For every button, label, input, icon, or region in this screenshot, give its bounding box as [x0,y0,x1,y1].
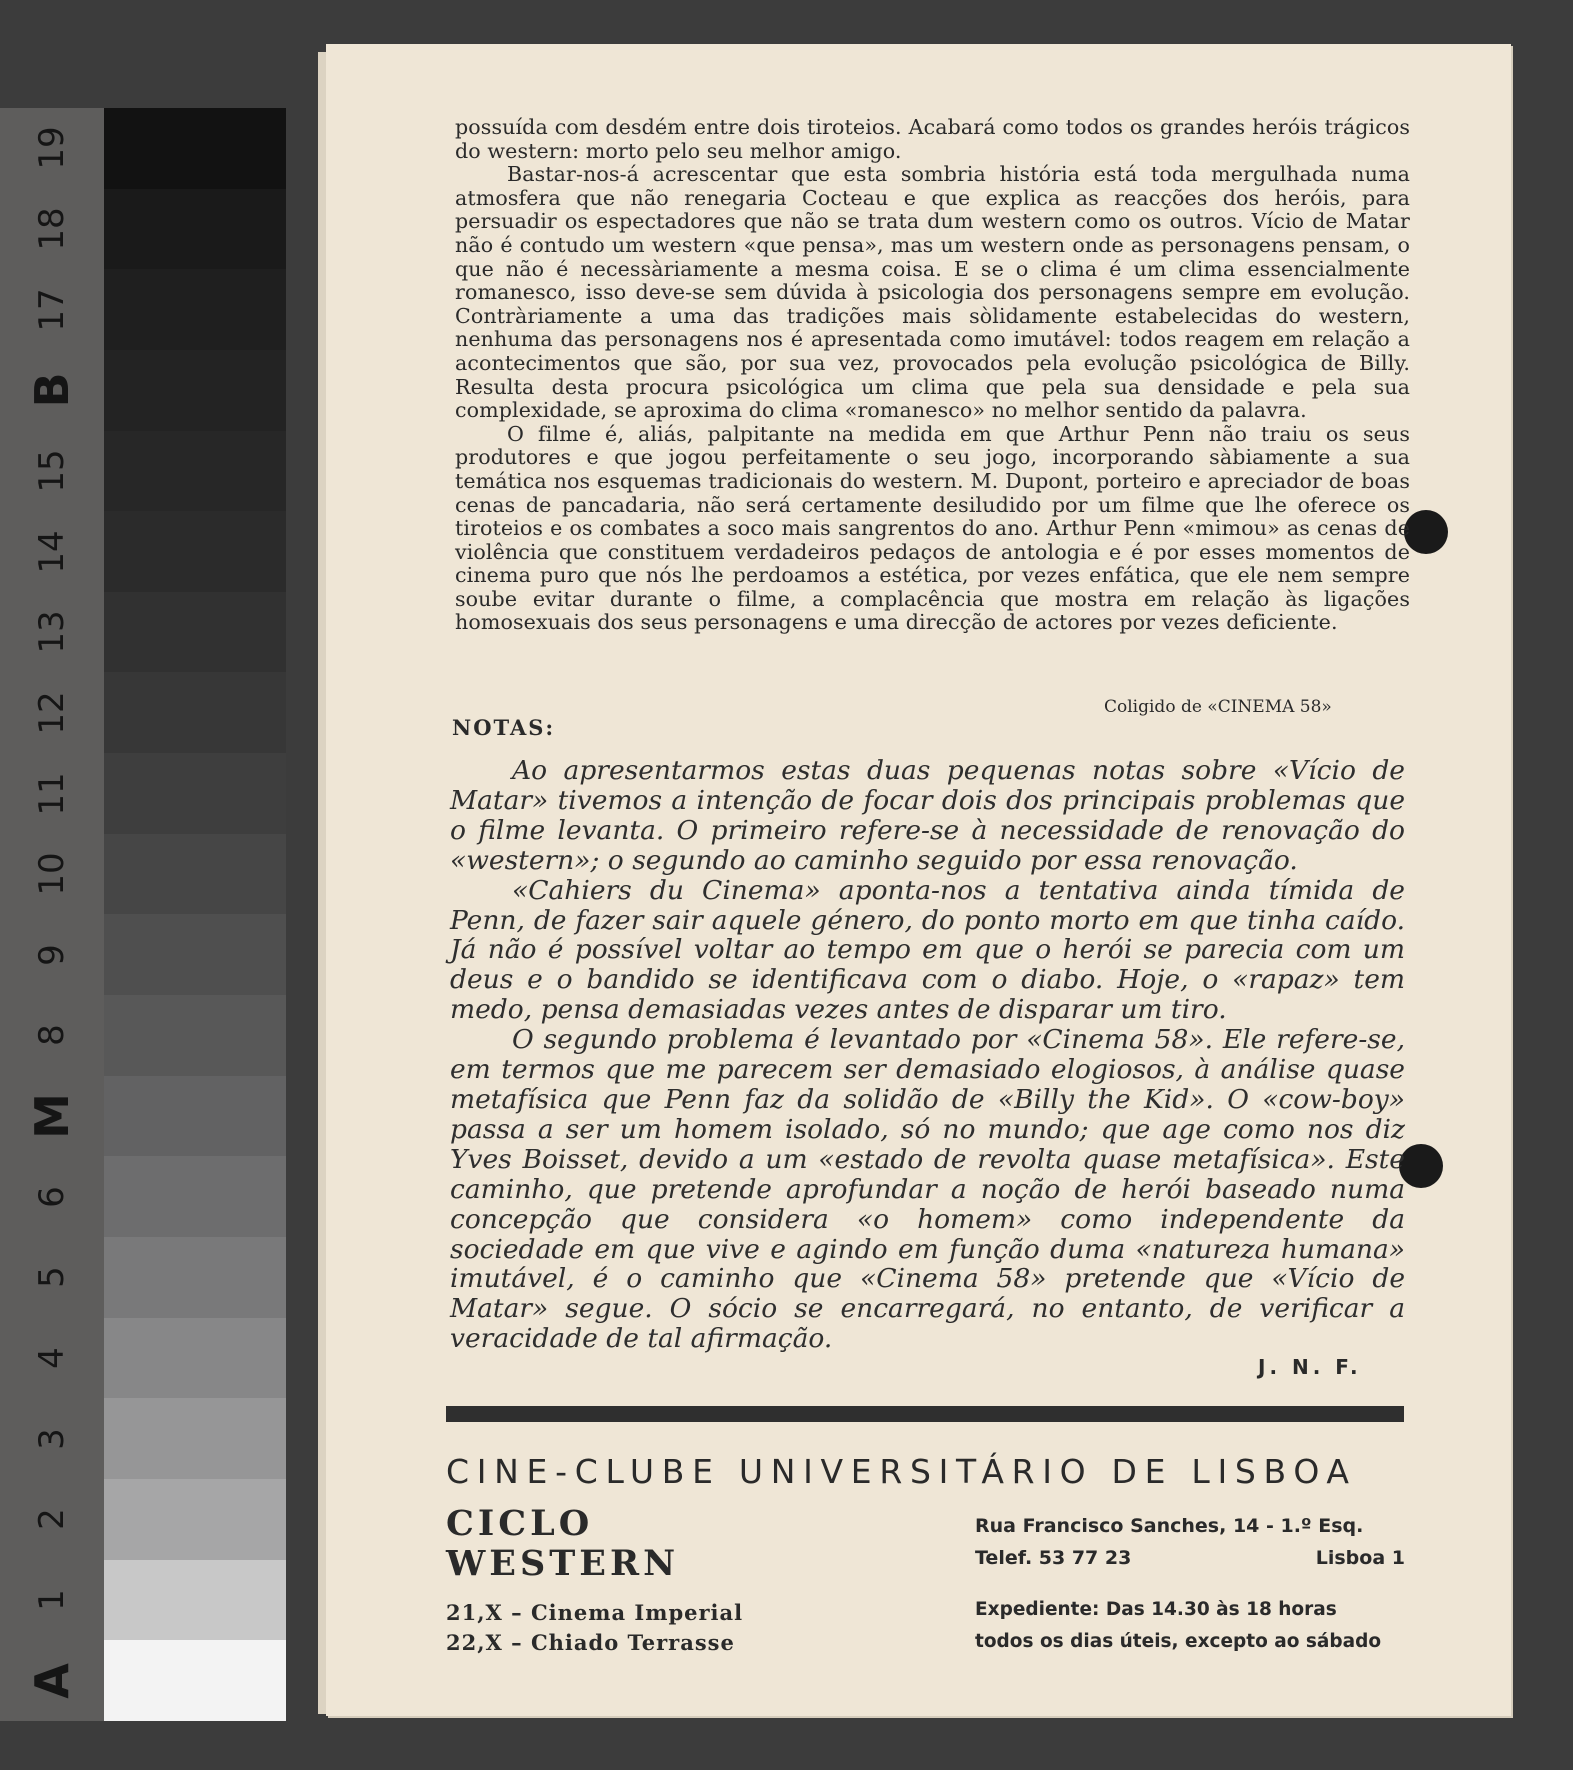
notes-heading: NOTAS: [452,715,556,740]
punch-hole [1399,1144,1443,1188]
office-hours-line: Expediente: Das 14.30 às 18 horas [975,1599,1337,1620]
scale-label: 19 [32,126,72,170]
gray-patch [104,108,286,189]
gray-patch [104,1640,286,1721]
session-item: 21,X – Cinema Imperial [446,1600,744,1625]
gray-patch [104,672,286,753]
gray-patch [104,753,286,834]
notes-paragraph: «Cahiers du Cinema» aponta-nos a tentativa ainda tímida de Penn, de fazer sair aquele género, do ponto morto em que tinha caído. Já não é possível voltar ao tempo em que o herói se parecia com um deus e o bandido se identificava com o diabo. Hoje, o «rapaz» tem medo, pensa demasiadas vezes antes de disparar um tiro. [450,874,1405,1026]
scale-label: 13 [32,610,72,654]
punch-hole [1404,510,1448,554]
gray-patch [104,1318,286,1399]
gray-patch [104,1479,286,1560]
notes-body [450,756,1405,1354]
scale-label: 15 [32,449,72,493]
gray-patch [104,1398,286,1479]
article-body [455,116,1410,635]
author-signature: J. N. F. [1258,1355,1362,1379]
gray-patch [104,914,286,995]
scale-label: 10 [32,852,72,896]
article-paragraph: possuída com desdém entre dois tiroteios. Acabará como todos os grandes heróis trágicos do western: morto pelo seu melhor amigo. [455,115,1410,163]
scale-label: 14 [32,529,72,574]
color-scale-card [0,108,286,1721]
club-contact [975,1510,1405,1574]
cycle-title-line: WESTERN [446,1543,680,1584]
gray-patch [104,834,286,915]
gray-patch [104,431,286,512]
gray-patch [104,995,286,1076]
session-item: 22,X – Chiado Terrasse [446,1630,735,1655]
gray-patch [104,511,286,592]
gray-patches [104,108,286,1721]
scale-label: A [25,1662,79,1699]
scale-label: B [25,372,79,408]
gray-patch [104,1156,286,1237]
scale-label: 18 [32,207,72,251]
gray-patch [104,189,286,270]
gray-patch [104,1076,286,1157]
gray-patch [104,1560,286,1641]
office-hours [975,1594,1405,1658]
club-phone: Telef. 53 77 23 [975,1547,1132,1569]
gray-patch [104,350,286,431]
scale-label: 2 [32,1508,72,1531]
scale-label: 12 [32,691,72,735]
scale-label: 11 [32,771,72,816]
club-name: CINE-CLUBE UNIVERSITÁRIO DE LISBOA [446,1452,1357,1491]
divider-rule [446,1406,1404,1422]
scale-label: 4 [32,1347,72,1369]
article-source: Coligido de «CINEMA 58» [1104,697,1332,717]
scale-label-strip [0,108,104,1721]
session-list [446,1598,743,1658]
office-hours-line: todos os dias úteis, excepto ao sábado [975,1631,1382,1652]
cycle-title-line: CICLO [446,1503,594,1544]
article-paragraph: Bastar-nos-á acrescentar que esta sombria história está toda mergulhada numa atmosfera que não renegaria Cocteau e que explica as reacções dos heróis, para persuadir os espectadores que não se trata dum western como os outros. Vício de Matar não é contudo um western «que pensa», mas um western onde as personagens pensam, o que não é necessàriamente a mesma coisa. E se o clima é um clima essencialmente romanesco, isso deve-se sem dúvida à psicologia dos personagens sempre em evolução. Contràriamente a uma das tradições mais sòlidamente estabelecidas do western, nenhuma das personagens nos é apresentada como imutável: todos reagem em relação a acontecimentos que são, por sua vez, provocados pela evolução psicológica de Billy. Resulta desta procura psicológica um clima que pela sua densidade e pela sua complexidade, se aproxima do clima «romanesco» no melhor sentido da palavra. [455,162,1410,423]
scale-label: 9 [32,943,72,966]
scale-label: 17 [32,287,72,332]
scale-label: M [25,1093,79,1140]
notes-paragraph: O segundo problema é levantado por «Cinema 58». Ele refere-se, em termos que me parecem ser demasiado elogiosos, à análise quase metafísica que Penn faz da solidão de «Billy the Kid». O «cow-boy» passa a ser um homem isolado, só no mundo; que age como nos diz Yves Boisset, devido a um «estado de revolta quase metafísica». Este caminho, que pretende aprofundar a noção de herói baseado numa concepção que considera «o homem» como independente da sociedade em que vive e agindo em função duma «natureza humana» imutável, é o caminho que «Cinema 58» pretende que «Vício de Matar» segue. O sócio se encarregará, no entanto, de verificar a veracidade de tal afirmação. [450,1024,1405,1355]
club-address: Rua Francisco Sanches, 14 - 1.º Esq. [975,1515,1364,1537]
scale-label: 5 [32,1266,72,1289]
scale-label: 6 [32,1185,72,1208]
notes-paragraph: Ao apresentarmos estas duas pequenas notas sobre «Vício de Matar» tivemos a intenção de focar dois dos principais problemas que o filme levanta. O primeiro refere-se à necessidade de renovação do «western»; o segundo ao caminho seguido por essa renovação. [450,755,1405,876]
club-city: Lisboa 1 [1315,1547,1405,1569]
article-paragraph: O filme é, aliás, palpitante na medida em que Arthur Penn não traiu os seus produtores e que jogou perfeitamente o seu jogo, incorporando sàbiamente a sua temática nos esquemas tradicionais do western. M. Dupont, porteiro e apreciador de boas cenas de pancadaria, não será certamente desiludido por um filme que lhe oferece os tiroteios e os combates a soco mais sangrentos do ano. Arthur Penn «mimou» as cenas de violência que constituem verdadeiros pedaços de antologia e é por esses momentos de cinema puro que nós lhe perdoamos a estética, por vezes enfática, que ele nem sempre soube evitar durante o filme, a complacência que mostra em relação às ligações homosexuais dos seus personagens e uma direcção de actores por vezes deficiente. [455,421,1410,635]
cycle-title [446,1504,679,1584]
scale-label: 3 [32,1427,72,1450]
gray-patch [104,1237,286,1318]
gray-patch [104,269,286,350]
scale-label: 1 [32,1589,72,1611]
gray-patch [104,592,286,673]
scale-label: 8 [32,1024,72,1047]
